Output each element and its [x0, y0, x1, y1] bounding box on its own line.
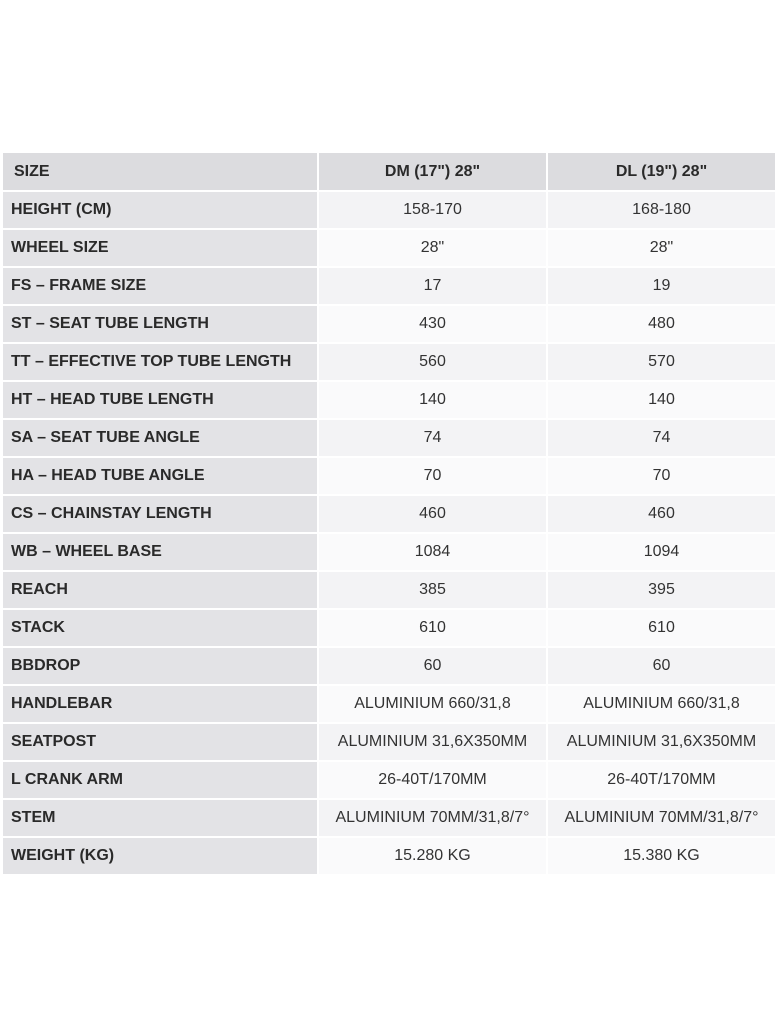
row-value-dl: 460 [548, 496, 775, 532]
row-value-dm: 385 [319, 572, 546, 608]
table-row [3, 724, 775, 760]
row-value-dm: 74 [319, 420, 546, 456]
row-value-dl: 168-180 [548, 192, 775, 228]
row-value-dm: 26-40T/170MM [319, 762, 546, 798]
row-value-dl: 28" [548, 230, 775, 266]
row-value-dl: 610 [548, 610, 775, 646]
row-label: WEIGHT (KG) [3, 838, 317, 874]
row-value-dl: 1094 [548, 534, 775, 570]
row-label: HEIGHT (CM) [3, 192, 317, 228]
table-row [3, 800, 775, 836]
row-label: L CRANK ARM [3, 762, 317, 798]
table-row [3, 382, 775, 418]
table-row [3, 496, 775, 532]
row-label: FS – FRAME SIZE [3, 268, 317, 304]
table-row [3, 268, 775, 304]
table-row [3, 192, 775, 228]
row-label: SA – SEAT TUBE ANGLE [3, 420, 317, 456]
row-label: HT – HEAD TUBE LENGTH [3, 382, 317, 418]
row-value-dl: 480 [548, 306, 775, 342]
row-value-dm: 560 [319, 344, 546, 380]
row-value-dl: 60 [548, 648, 775, 684]
row-label: ST – SEAT TUBE LENGTH [3, 306, 317, 342]
row-value-dm: 158-170 [319, 192, 546, 228]
geometry-spec-table [1, 151, 776, 876]
table-body [3, 192, 775, 874]
table-header [3, 153, 775, 190]
row-value-dl: 19 [548, 268, 775, 304]
row-value-dm: 70 [319, 458, 546, 494]
table-row [3, 648, 775, 684]
header-size-label: SIZE [3, 153, 317, 190]
row-value-dm: 28" [319, 230, 546, 266]
row-value-dm: 15.280 KG [319, 838, 546, 874]
table-row [3, 344, 775, 380]
row-value-dl: 26-40T/170MM [548, 762, 775, 798]
table-row [3, 306, 775, 342]
row-label: WHEEL SIZE [3, 230, 317, 266]
row-label: HA – HEAD TUBE ANGLE [3, 458, 317, 494]
table-row [3, 230, 775, 266]
header-size-dm: DM (17") 28" [319, 153, 546, 190]
row-value-dl: ALUMINIUM 70MM/31,8/7° [548, 800, 775, 836]
row-value-dl: ALUMINIUM 31,6X350MM [548, 724, 775, 760]
row-value-dm: ALUMINIUM 31,6X350MM [319, 724, 546, 760]
row-value-dm: 460 [319, 496, 546, 532]
table-row [3, 572, 775, 608]
row-value-dm: 430 [319, 306, 546, 342]
row-value-dm: 17 [319, 268, 546, 304]
table-row [3, 610, 775, 646]
row-value-dm: 610 [319, 610, 546, 646]
table-row [3, 420, 775, 456]
row-label: TT – EFFECTIVE TOP TUBE LENGTH [3, 344, 317, 380]
row-value-dm: ALUMINIUM 660/31,8 [319, 686, 546, 722]
row-label: BBDROP [3, 648, 317, 684]
row-value-dl: 395 [548, 572, 775, 608]
table-row [3, 458, 775, 494]
row-value-dl: 140 [548, 382, 775, 418]
row-label: STACK [3, 610, 317, 646]
table-row [3, 534, 775, 570]
header-size-dl: DL (19") 28" [548, 153, 775, 190]
row-value-dm: 60 [319, 648, 546, 684]
row-value-dl: ALUMINIUM 660/31,8 [548, 686, 775, 722]
row-label: HANDLEBAR [3, 686, 317, 722]
row-value-dm: ALUMINIUM 70MM/31,8/7° [319, 800, 546, 836]
table-row [3, 686, 775, 722]
table-row [3, 838, 775, 874]
row-label: CS – CHAINSTAY LENGTH [3, 496, 317, 532]
row-value-dl: 74 [548, 420, 775, 456]
row-value-dl: 70 [548, 458, 775, 494]
row-value-dl: 570 [548, 344, 775, 380]
row-label: REACH [3, 572, 317, 608]
row-value-dl: 15.380 KG [548, 838, 775, 874]
row-label: SEATPOST [3, 724, 317, 760]
header-row [3, 153, 775, 190]
row-value-dm: 1084 [319, 534, 546, 570]
table-row [3, 762, 775, 798]
row-value-dm: 140 [319, 382, 546, 418]
row-label: WB – WHEEL BASE [3, 534, 317, 570]
row-label: STEM [3, 800, 317, 836]
